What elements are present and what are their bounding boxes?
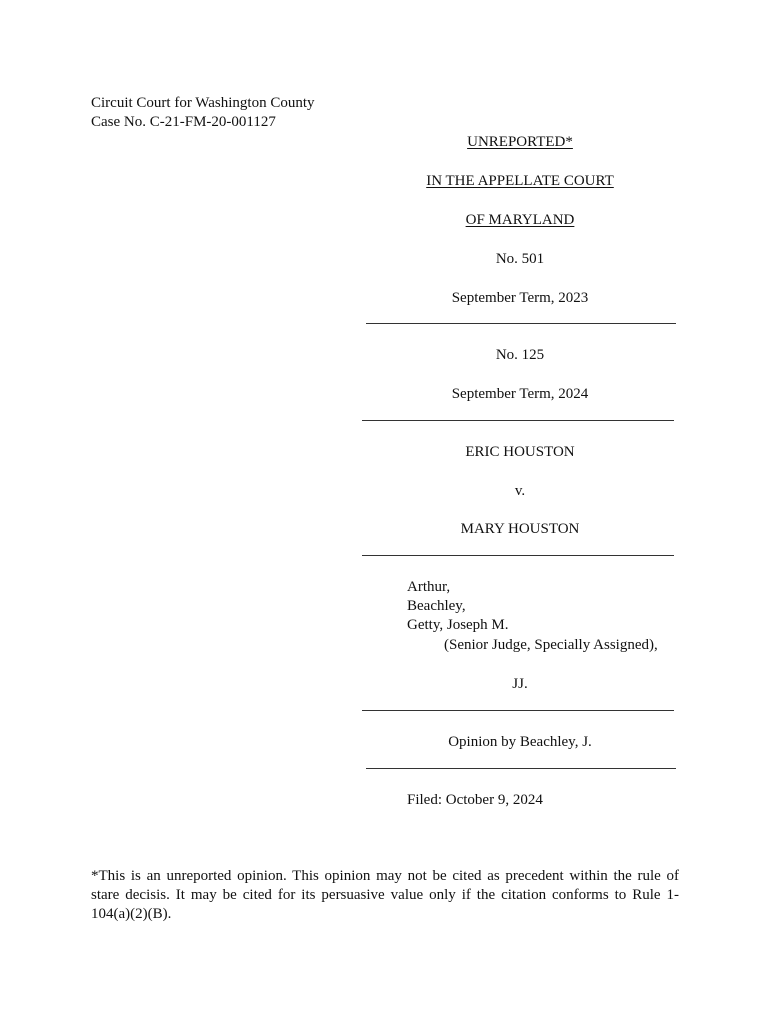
appellee-name: MARY HOUSTON [460, 521, 580, 537]
judge-assignment-note: (Senior Judge, Specially Assigned), [444, 637, 658, 653]
divider-rule [366, 768, 676, 769]
court-name-line-1: IN THE APPELLATE COURT [426, 173, 614, 189]
divider-rule [362, 420, 674, 421]
unreported-footnote: *This is an unreported opinion. This opinion may not be cited as precedent within the rule of stare decisis. It may be cited for its persuasive value only if the citation conforms to Rule 1-104(a)(2)(B). [91, 868, 679, 922]
judges-suffix: JJ. [512, 676, 528, 692]
court-name-line-2: OF MARYLAND [465, 212, 575, 228]
case-number-line: Case No. C-21-FM-20-001127 [91, 114, 276, 130]
opinion-author: Opinion by Beachley, J. [448, 734, 592, 750]
case-term-1: September Term, 2023 [451, 290, 589, 306]
appellant-name: ERIC HOUSTON [465, 444, 575, 460]
judge-name: Beachley, [407, 598, 466, 614]
divider-rule [366, 323, 676, 324]
filed-date: Filed: October 9, 2024 [407, 792, 543, 808]
versus-label: v. [514, 483, 526, 499]
judge-name: Getty, Joseph M. [407, 617, 509, 633]
case-term-2: September Term, 2024 [451, 386, 589, 402]
divider-rule [362, 555, 674, 556]
judge-name: Arthur, [407, 579, 451, 595]
case-number-1: No. 501 [495, 251, 545, 267]
lower-court-line: Circuit Court for Washington County [91, 95, 315, 111]
divider-rule [362, 710, 674, 711]
unreported-heading: UNREPORTED* [467, 134, 573, 150]
case-number-2: No. 125 [495, 347, 545, 363]
